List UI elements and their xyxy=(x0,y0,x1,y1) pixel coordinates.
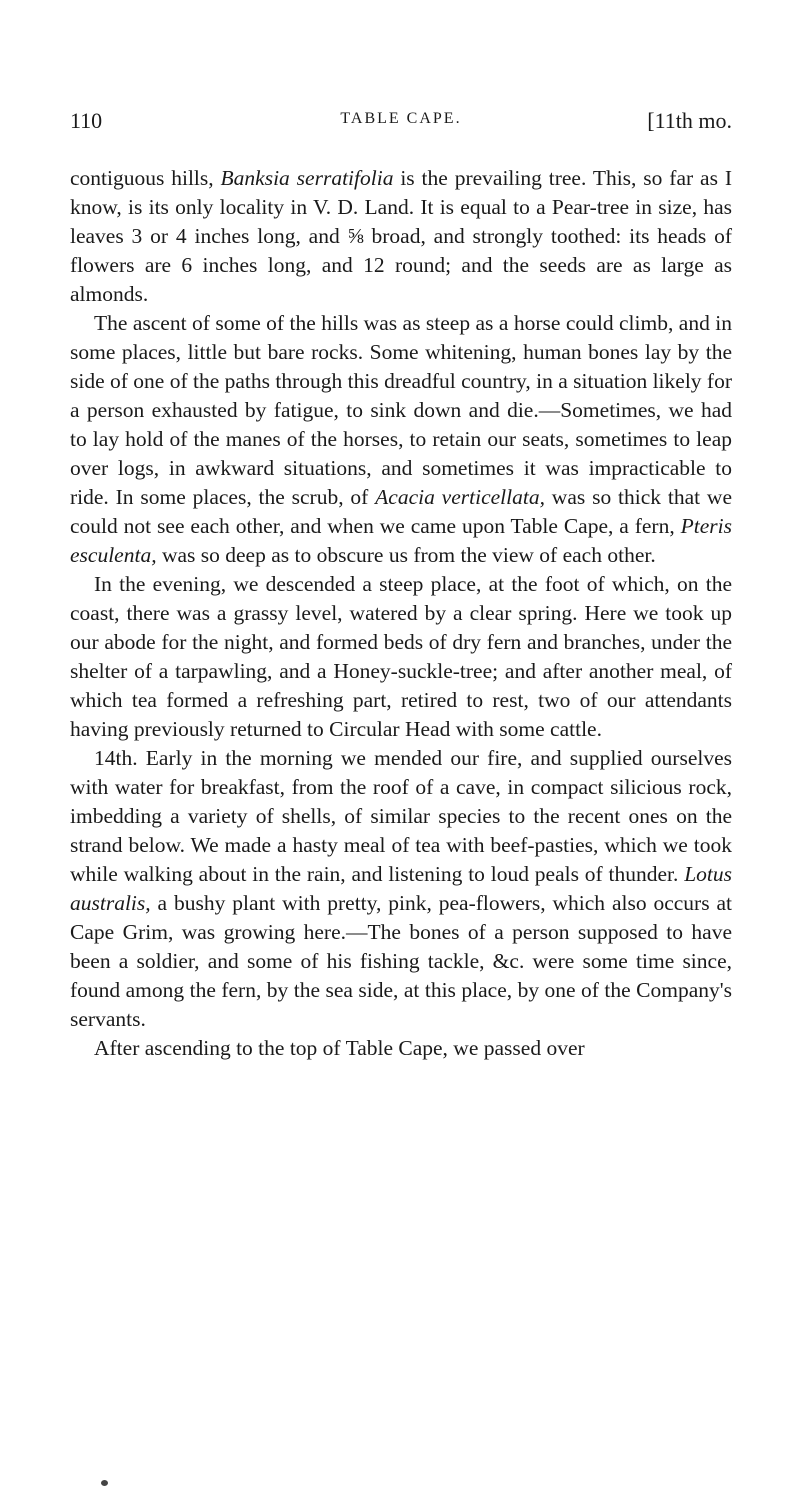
page-speck xyxy=(101,1480,108,1486)
text-segment: 14th. Early in the morning we mended our fire, and supplied ourselves with water for breakfast, from the roof of a cave, in compact silicious rock, imbedding a variety of shells, of similar species to the recent ones on the strand below. We made a hasty meal of tea with beef-pasties, which we took while walking about in the rain, and listening to loud peals of thunder. xyxy=(70,746,732,886)
paragraph xyxy=(70,1034,732,1063)
running-title: TABLE CAPE. xyxy=(340,110,462,127)
text-segment: is the prevailing tree. This, so far as I know, is its only locality in V. D. Land. It is equal to a Pear-tree in size, has leaves 3 or 4 inches long, and ⅝ broad, and strongly toothed: its heads of flowers are 6 inches long, and 12 round; and the seeds are as large as almonds. xyxy=(70,166,732,306)
text-segment: contiguous hills, xyxy=(70,166,221,190)
italic-text: Pteris esculenta, xyxy=(70,514,732,567)
italic-text: Lotus australis, xyxy=(70,862,732,915)
text-segment: a bushy plant with pretty, pink, pea-flowers, which also occurs at Cape Grim, was growing here.—The bones of a person supposed to have been a soldier, and some of his fishing tackle, &c. were some time since, found among the fern, by the sea side, at this place, by one of the Company's servants. xyxy=(70,891,732,1031)
paragraph xyxy=(70,744,732,1034)
text-segment: was so deep as to obscure us from the view of each other. xyxy=(156,543,656,567)
text-segment: After ascending to the top of Table Cape, we passed over xyxy=(94,1036,585,1060)
paragraph xyxy=(70,309,732,570)
paragraph xyxy=(70,164,732,309)
text-segment: The ascent of some of the hills was as steep as a horse could climb, and in some places, little but bare rocks. Some whitening, human bones lay by the side of one of the paths through this dreadful country, in a situation likely for a person exhausted by fatigue, to sink down and die.—Sometimes, we had to lay hold of the manes of the horses, to retain our seats, sometimes to leap over logs, in awkward situations, and sometimes it was impracticable to ride. In some places, the scrub, of xyxy=(70,311,732,509)
running-date: [11th mo. xyxy=(647,108,732,133)
paragraph xyxy=(70,570,732,744)
book-page xyxy=(70,108,732,1063)
italic-text: Banksia serratifolia xyxy=(220,166,394,190)
body-text xyxy=(70,164,732,1063)
text-segment: In the evening, we descended a steep place, at the foot of which, on the coast, there was a grassy level, watered by a clear spring. Here we took up our abode for the night, and formed beds of dry fern and branches, under the shelter of a tarpawling, and a Honey-suckle-tree; and after another meal, of which tea formed a refreshing part, retired to rest, two of our attendants having previously returned to Circular Head with some cattle. xyxy=(70,572,732,741)
page-number: 110 xyxy=(70,108,103,133)
text-segment: was so thick that we could not see each other, and when we came upon Table Cape, a fern, xyxy=(70,485,732,538)
running-header xyxy=(70,108,732,138)
italic-text: Acacia verticellata, xyxy=(375,485,545,509)
